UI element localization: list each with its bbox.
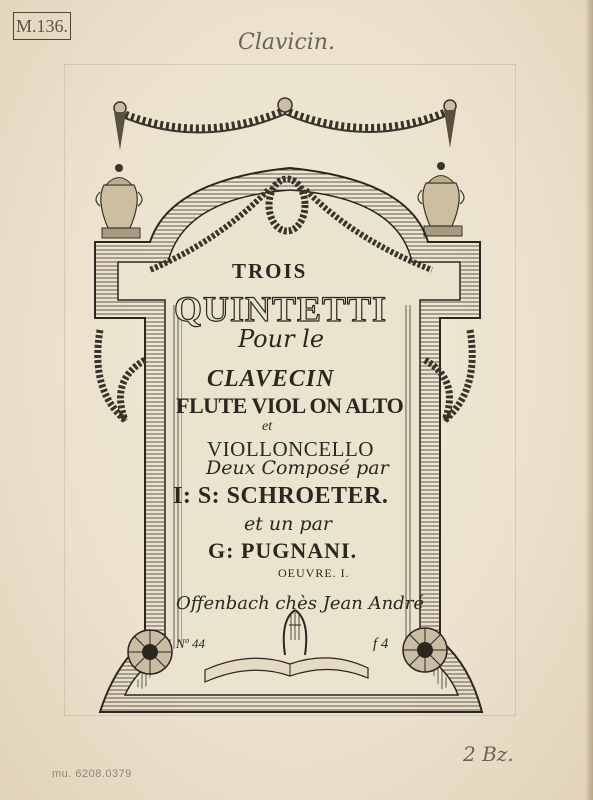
title-violloncello: VIOLLONCELLO	[207, 437, 374, 461]
page-edge-shadow	[585, 0, 593, 800]
title-flute-viola: FLUTE VIOL ON ALTO	[176, 393, 404, 418]
handwritten-note: Clavicin.	[238, 30, 335, 55]
top-garland	[114, 98, 456, 150]
title-trois: TROIS	[232, 259, 308, 283]
plate-number: Nº 44	[176, 636, 205, 651]
shelf-mark: M.136.	[13, 12, 71, 40]
title-et-un-par: et un par	[244, 513, 333, 535]
rosette-right	[403, 628, 447, 672]
left-drape	[98, 330, 145, 420]
composer-schroeter: I: S: SCHROETER.	[173, 483, 389, 509]
price-mark: f 4	[373, 636, 389, 652]
urn-right	[418, 162, 464, 236]
rosette-left	[128, 630, 172, 674]
title-clavecin: CLAVECIN	[207, 366, 335, 392]
title-deux-compose: Deux Composé par	[206, 457, 389, 479]
urn-left	[96, 164, 142, 238]
title-pour-le: Pour le	[238, 325, 325, 353]
pencil-number: 2 Bz.	[463, 742, 514, 766]
stamp-code: mu. 6208.0379	[52, 768, 132, 780]
publisher-line: Offenbach chès Jean André	[176, 593, 424, 614]
title-quintetti: QUINTETTI	[174, 289, 388, 329]
opus-number: OEUVRE. I.	[278, 566, 350, 580]
title-et: et	[262, 419, 273, 434]
composer-pugnani: G: PUGNANI.	[208, 538, 358, 563]
